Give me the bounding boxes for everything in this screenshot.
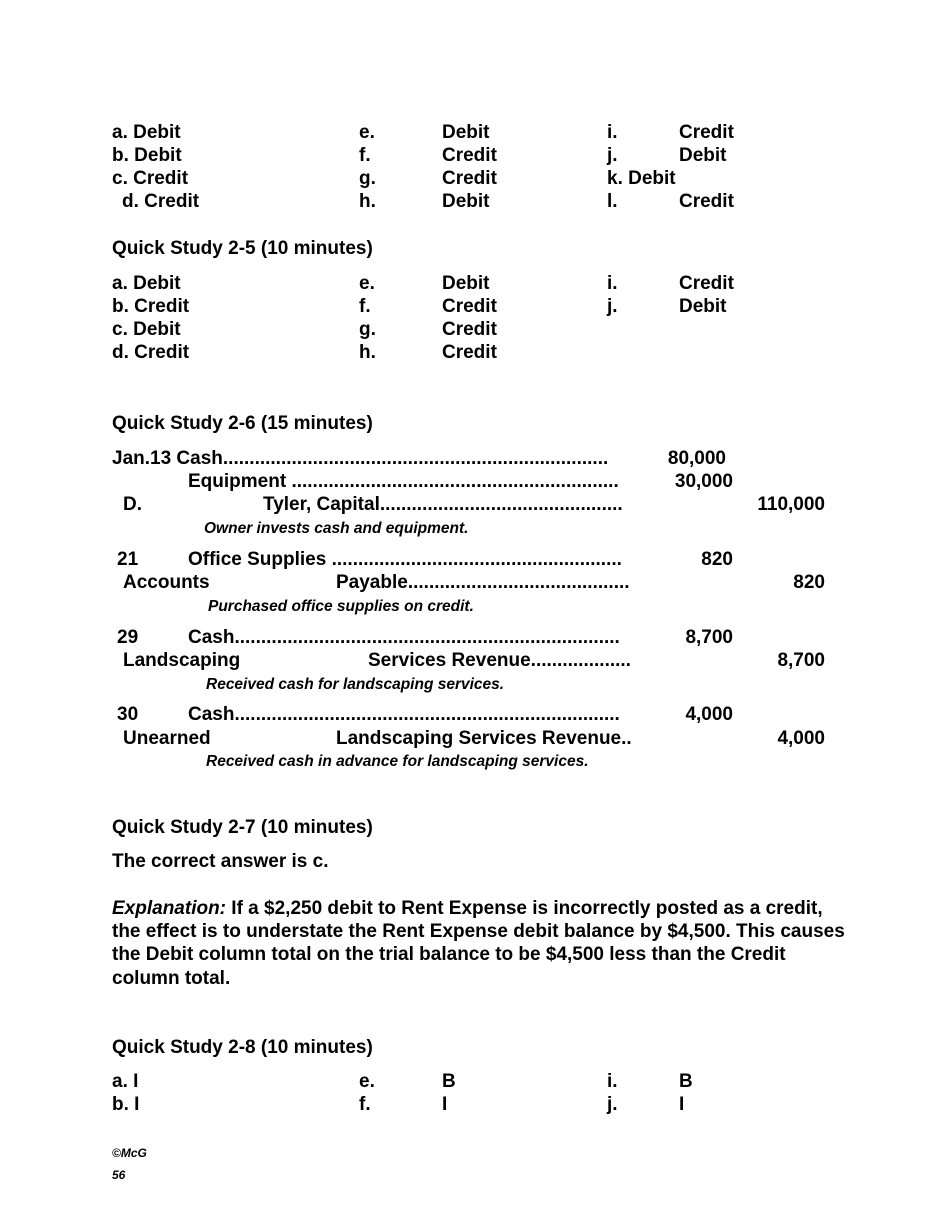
footer-copyright: ©McG: [112, 1146, 147, 1160]
e4-day: 30: [117, 704, 139, 725]
qs27-answer: The correct answer is c.: [112, 851, 329, 872]
qs28-answer-j: I: [679, 1094, 685, 1115]
e3-credit-word1: Landscaping: [123, 650, 241, 671]
e3-day: 29: [117, 627, 139, 648]
answer-g: Credit: [442, 168, 497, 189]
e1-memo: Owner invests cash and equipment.: [204, 520, 469, 537]
e2-credit: 820: [793, 572, 825, 593]
qs25-answer-e: Debit: [442, 273, 490, 294]
e2-credit-word1: Accounts: [123, 572, 210, 593]
qs28-answer-e: B: [442, 1071, 456, 1092]
answer-i: Credit: [679, 122, 734, 143]
qs28-answer-a: a. I: [112, 1071, 139, 1092]
e1-credit: 110,000: [757, 494, 825, 515]
qs25-answer-g: Credit: [442, 319, 497, 340]
explanation-label: Explanation:: [112, 898, 227, 919]
e3-line1: Cash.........................................................................: [188, 627, 620, 648]
qs27-explanation: [112, 897, 852, 990]
qs25-letter-g: g.: [359, 319, 376, 340]
e2-line1: Office Supplies .......................................................: [188, 549, 622, 570]
e2-memo: Purchased office supplies on credit.: [208, 598, 474, 615]
e4-credit-word2: Landscaping Services Revenue..: [336, 728, 632, 749]
e4-debit: 4,000: [685, 704, 733, 725]
qs26-title: Quick Study 2-6 (15 minutes): [112, 413, 373, 434]
qs25-letter-h: h.: [359, 342, 376, 363]
answer-c: c. Credit: [112, 168, 189, 189]
footer-page-number: 56: [112, 1168, 126, 1182]
qs25-answer-b: b. Credit: [112, 296, 190, 317]
e2-credit-word2: Payable..........................................: [336, 572, 630, 593]
answer-h: Debit: [442, 191, 490, 212]
e2-day: 21: [117, 549, 139, 570]
qs28-answer-b: b. I: [112, 1094, 140, 1115]
qs28-letter-f: f.: [359, 1094, 371, 1115]
qs25-letter-f: f.: [359, 296, 371, 317]
e1-line3: Tyler, Capital..............................................: [263, 494, 623, 515]
answer-k: k. Debit: [607, 168, 676, 189]
qs25-answer-c: c. Debit: [112, 319, 181, 340]
e4-credit-word1: Unearned: [123, 728, 211, 749]
qs25-answer-a: a. Debit: [112, 273, 181, 294]
qs25-letter-j: j.: [607, 296, 618, 317]
qs25-answer-d: d. Credit: [112, 342, 190, 363]
letter-l: l.: [607, 191, 618, 212]
answer-d: d. Credit: [122, 191, 200, 212]
qs28-letter-e: e.: [359, 1071, 375, 1092]
qs25-answer-f: Credit: [442, 296, 497, 317]
qs25-title: Quick Study 2-5 (10 minutes): [112, 238, 373, 259]
answer-b: b. Debit: [112, 145, 182, 166]
letter-h: h.: [359, 191, 376, 212]
letter-e: e.: [359, 122, 375, 143]
qs25-answer-j: Debit: [679, 296, 727, 317]
e3-credit: 8,700: [777, 650, 825, 671]
qs27-title: Quick Study 2-7 (10 minutes): [112, 817, 373, 838]
qs25-answer-h: Credit: [442, 342, 497, 363]
explanation-text: If a $2,250 debit to Rent Expense is incorrectly posted as a credit, the effect is to understate the Rent Expense debit balance by $4,500. This causes the Debit column total on the trial balance to be $4,500 less than the Credit column total.: [112, 898, 845, 989]
e3-debit: 8,700: [685, 627, 733, 648]
qs28-answer-f: I: [442, 1094, 448, 1115]
e1-line1: Jan.13 Cash.........................................................................: [112, 448, 609, 469]
letter-i: i.: [607, 122, 618, 143]
qs28-letter-j: j.: [607, 1094, 618, 1115]
answer-a: a. Debit: [112, 122, 181, 143]
qs25-letter-e: e.: [359, 273, 375, 294]
e3-memo: Received cash for landscaping services.: [206, 676, 505, 693]
qs28-title: Quick Study 2-8 (10 minutes): [112, 1037, 373, 1058]
e1-debit1: 80,000: [667, 448, 726, 469]
e1-line2: Equipment ..............................................................: [188, 471, 619, 492]
answer-l: Credit: [679, 191, 734, 212]
letter-g: g.: [359, 168, 376, 189]
e1-d-label: D.: [123, 494, 142, 515]
qs28-letter-i: i.: [607, 1071, 618, 1092]
e4-memo: Received cash in advance for landscaping services.: [206, 753, 589, 770]
letter-j: j.: [607, 145, 618, 166]
answer-f: Credit: [442, 145, 497, 166]
qs28-answer-i: B: [679, 1071, 693, 1092]
answer-j: Debit: [679, 145, 727, 166]
qs25-letter-i: i.: [607, 273, 618, 294]
e4-line1: Cash.........................................................................: [188, 704, 620, 725]
answer-e: Debit: [442, 122, 490, 143]
qs25-answer-i: Credit: [679, 273, 734, 294]
e1-debit2: 30,000: [674, 471, 733, 492]
letter-f: f.: [359, 145, 371, 166]
e3-credit-word2: Services Revenue...................: [368, 650, 631, 671]
e4-credit: 4,000: [777, 728, 825, 749]
e2-debit: 820: [701, 549, 733, 570]
